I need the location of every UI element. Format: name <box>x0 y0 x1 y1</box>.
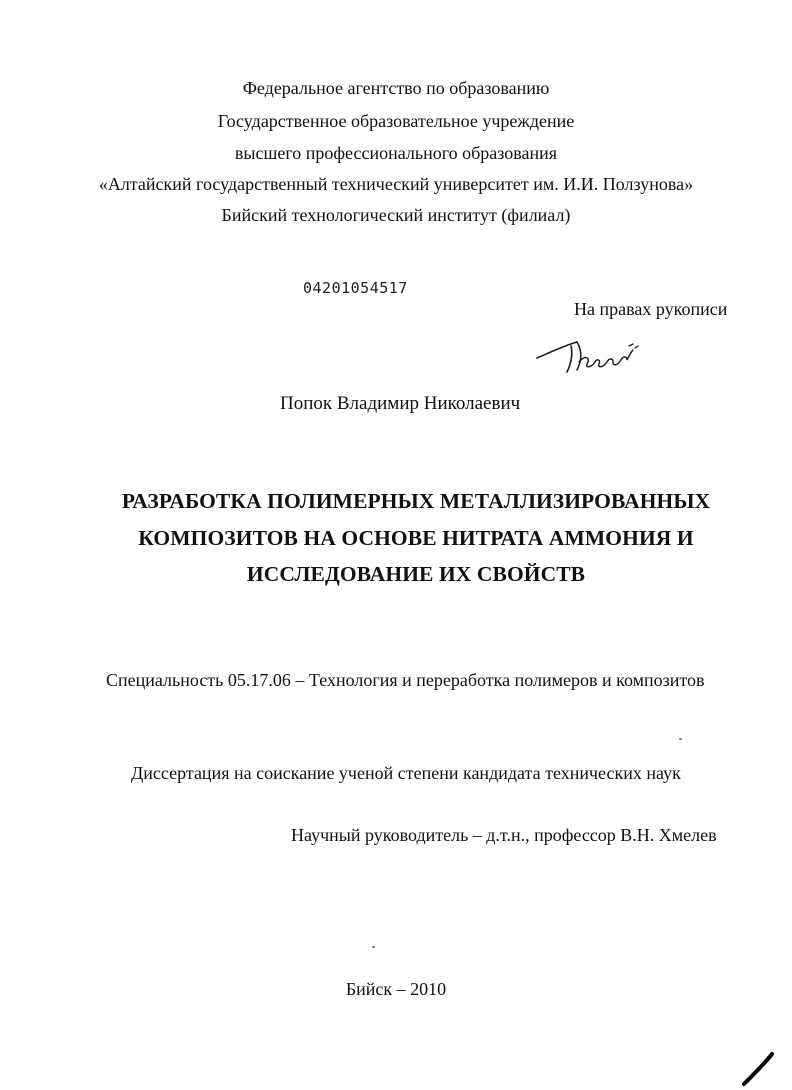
scientific-supervisor: Научный руководитель – д.т.н., профессор В.Н. Хмелев <box>291 825 717 845</box>
dissertation-degree: Диссертация на соискание ученой степени кандидата технических наук <box>131 763 681 783</box>
pen-stroke-mark <box>738 1050 778 1090</box>
header-agency: Федеральное агентство по образованию <box>242 78 550 98</box>
header-education-level: высшего профессионального образования <box>234 143 558 163</box>
manuscript-note: На правах рукописи <box>574 299 728 319</box>
header-institution-type: Государственное образовательное учреждение <box>217 111 575 131</box>
thesis-title-line-2: КОМПОЗИТОВ НА ОСНОВЕ НИТРАТА АММОНИЯ И <box>138 526 694 550</box>
thesis-title-line-1: РАЗРАБОТКА ПОЛИМЕРНЫХ МЕТАЛЛИЗИРОВАННЫХ <box>121 489 711 513</box>
scan-speck <box>372 946 375 948</box>
scan-speck <box>679 738 682 740</box>
registration-number: 04201054517 <box>303 279 408 297</box>
header-branch: Бийский технологический институт (филиал) <box>221 205 571 225</box>
specialty: Специальность 05.17.06 – Технология и переработка полимеров и композитов <box>106 670 705 690</box>
place-and-year: Бийск – 2010 <box>345 979 447 999</box>
thesis-title-line-3: ИССЛЕДОВАНИЕ ИХ СВОЙСТВ <box>246 562 586 586</box>
author-name: Попок Владимир Николаевич <box>280 393 521 414</box>
author-signature <box>533 332 645 380</box>
header-university: «Алтайский государственный технический университет им. И.И. Ползунова» <box>98 174 694 194</box>
